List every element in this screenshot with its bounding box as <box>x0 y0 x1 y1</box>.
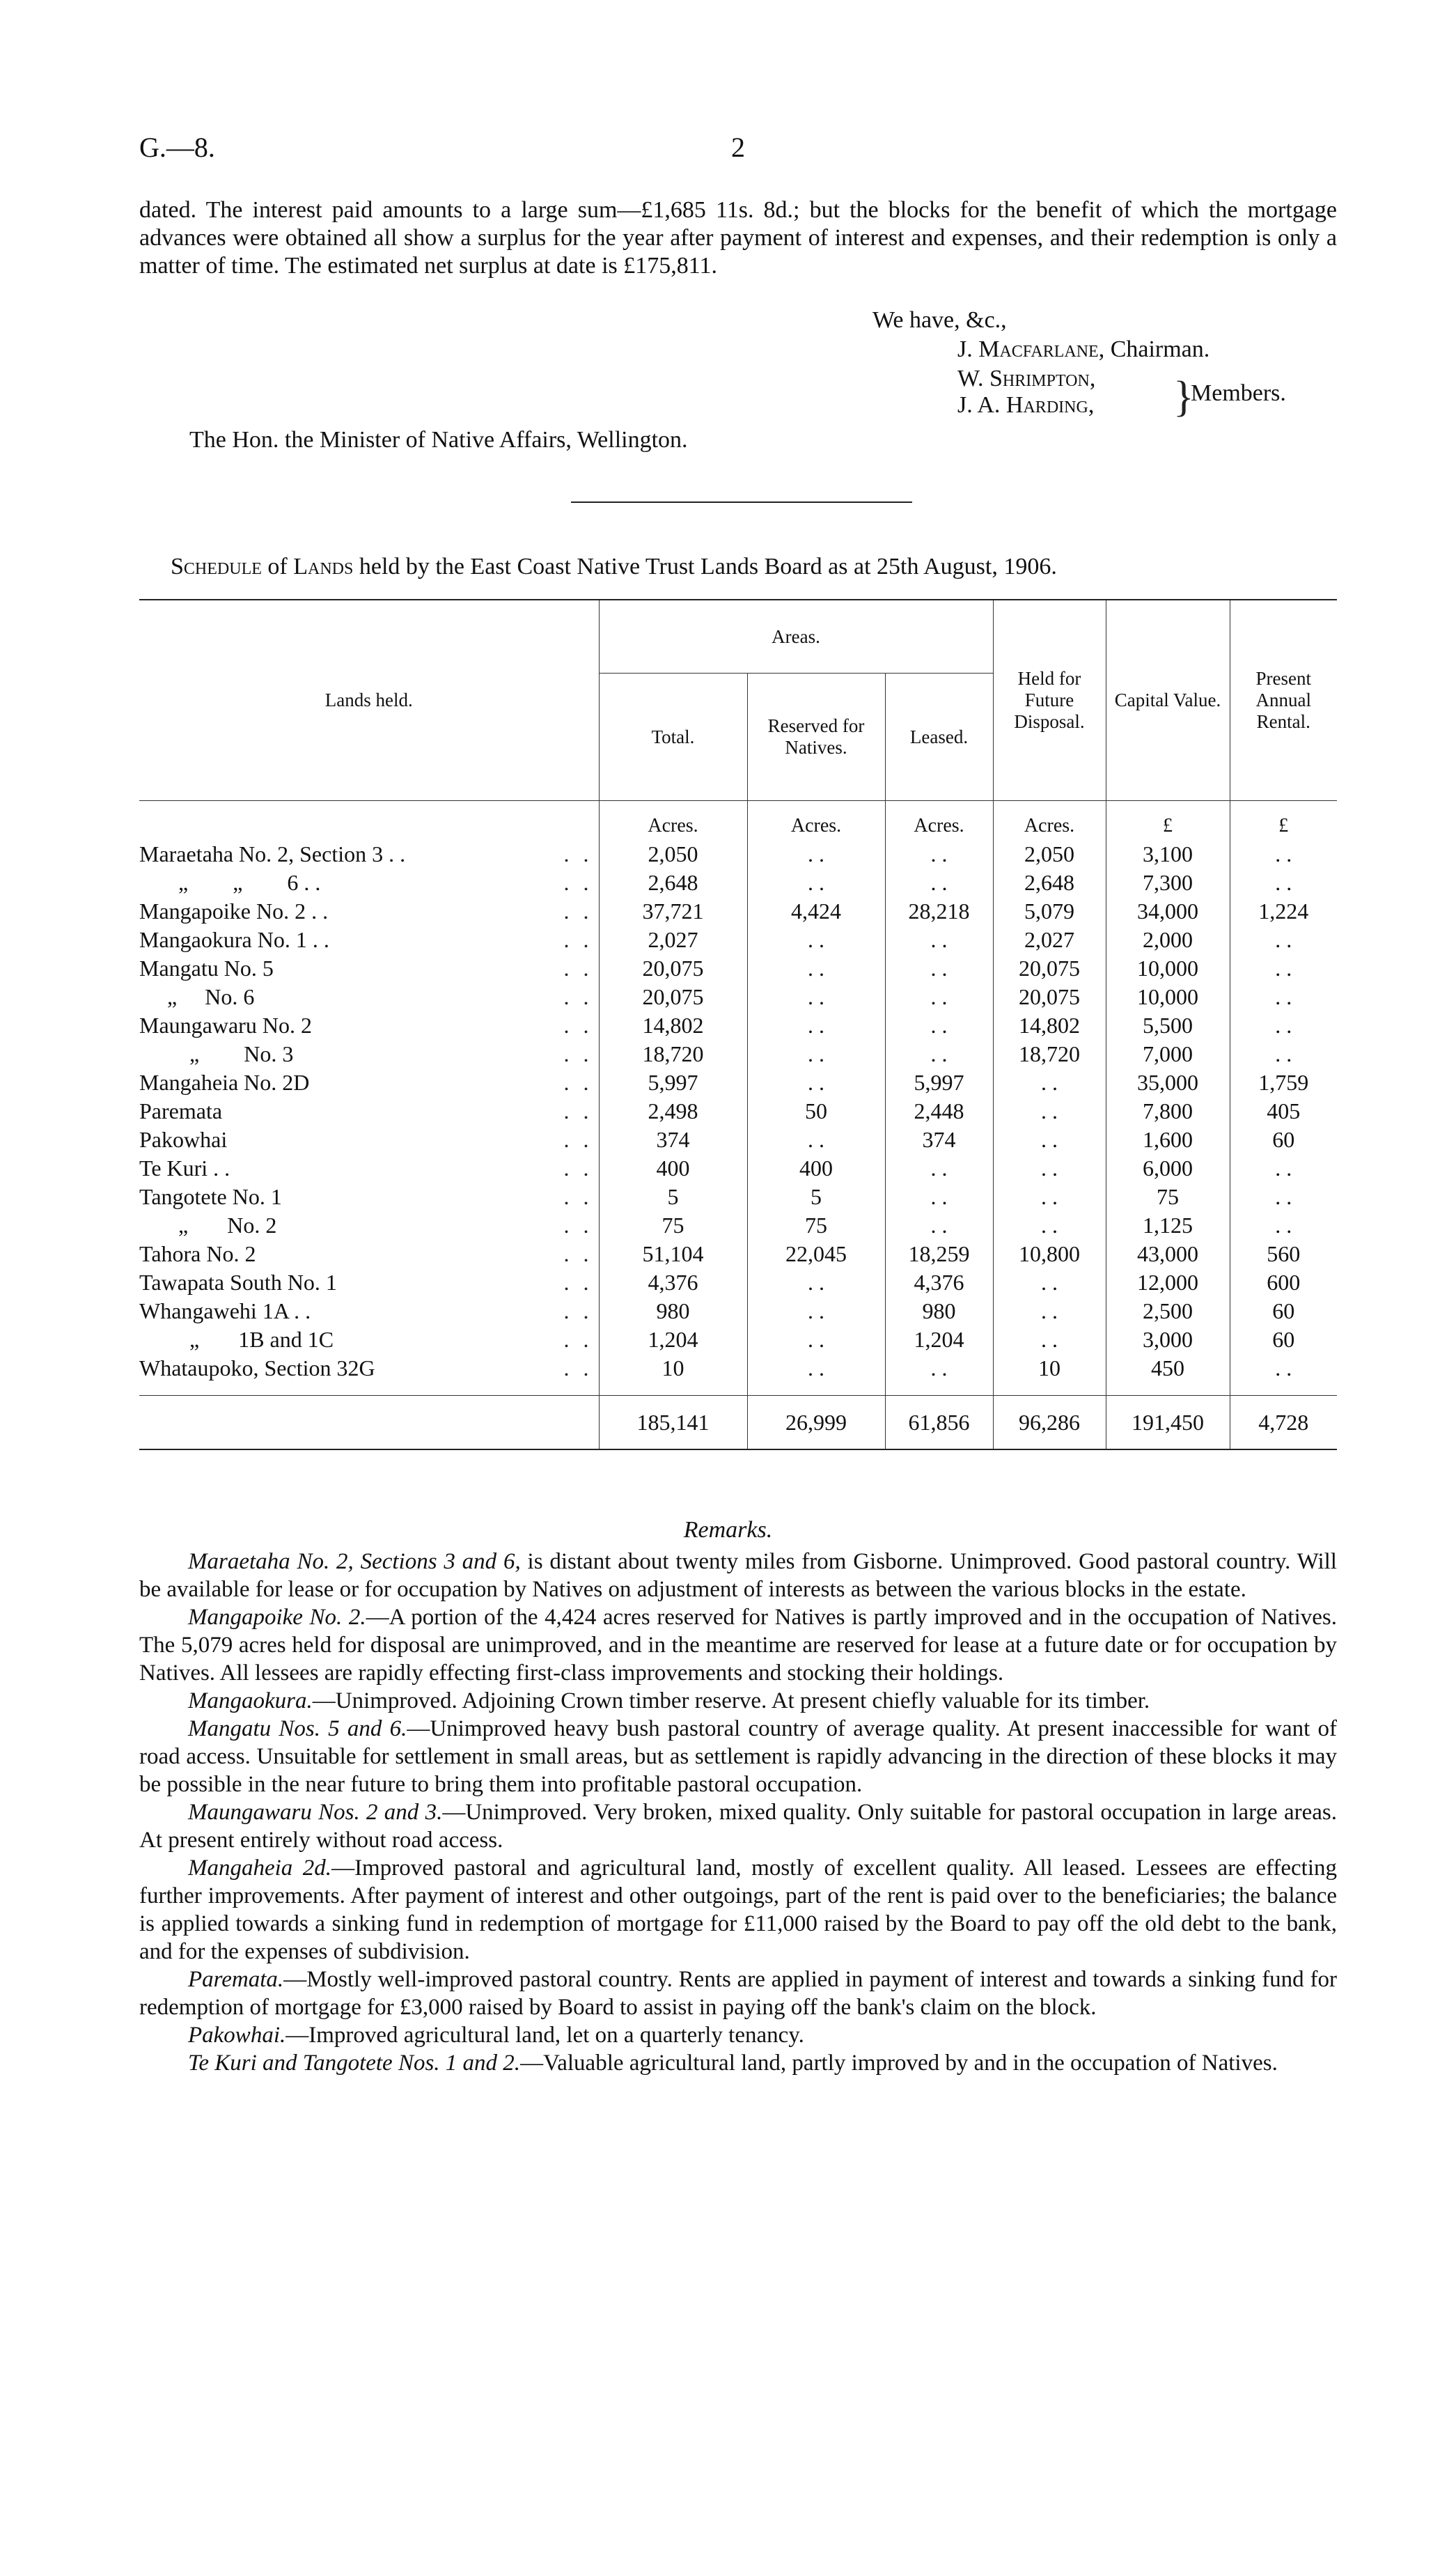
leader-dots: . . <box>563 870 593 895</box>
remarks-title: Remarks. <box>683 1517 773 1543</box>
page-header <box>139 131 1337 173</box>
land-name-cell <box>139 1126 599 1154</box>
leader-dots: . . <box>563 1041 593 1066</box>
land-name-cell <box>139 897 599 926</box>
cell-total: 37,721 <box>599 897 747 926</box>
land-name-cell <box>139 1211 599 1240</box>
cell-capital: 2,500 <box>1106 1297 1230 1325</box>
cell-held: 20,075 <box>993 983 1106 1011</box>
table-row <box>139 954 1337 983</box>
cell-rental: 60 <box>1230 1325 1337 1354</box>
caption-rest: held by the East Coast Native Trust Lands Board as at 25th August, 1906. <box>359 554 1057 579</box>
table-row <box>139 869 1337 897</box>
remark-paragraph <box>139 1548 1337 1603</box>
cell-capital: 2,000 <box>1106 926 1230 954</box>
land-name: Mangapoike No. 2 . . <box>139 898 329 924</box>
cell-held: . . <box>993 1068 1106 1097</box>
cell-capital: 1,600 <box>1106 1126 1230 1154</box>
leader-dots: . . <box>563 1298 593 1323</box>
cell-leased: . . <box>885 954 993 983</box>
cell-total: 980 <box>599 1297 747 1325</box>
table-row <box>139 1097 1337 1126</box>
land-name-cell <box>139 926 599 954</box>
cell-leased: . . <box>885 869 993 897</box>
land-name: Whataupoko, Section 32G <box>139 1355 375 1380</box>
remark-text: —Improved pastoral and agricultural land, mostly of excellent quality. All leased. Lessees are effecting further improvements. After payment of interest and other outgoings, part of the rent is paid over to the beneficiaries; the balance is applied towards a sinking fund in redemption of mortgage for £11,000 raised by the Board to pay off the old debt to the bank, and for the expenses of subdivision. <box>139 1856 1337 1964</box>
land-name-cell <box>139 1011 599 1040</box>
units-label <box>139 801 599 841</box>
table-row <box>139 1040 1337 1068</box>
cell-held: . . <box>993 1126 1106 1154</box>
cell-total: 4,376 <box>599 1268 747 1297</box>
cell-reserved: 4,424 <box>747 897 885 926</box>
land-name: Pakowhai <box>139 1127 228 1152</box>
header-total: Total. <box>599 674 747 801</box>
cell-held: 2,648 <box>993 869 1106 897</box>
cell-capital: 10,000 <box>1106 983 1230 1011</box>
schedule-body <box>139 801 1337 1450</box>
unit-reserved: Acres. <box>747 801 885 841</box>
spacer-cell <box>747 1383 885 1396</box>
cell-held: . . <box>993 1097 1106 1126</box>
remark-text: —A portion of the 4,424 acres reserved for Natives is partly improved and in the occupation of Natives. The 5,079 acres held for disposal are unimproved, and in the meantime are reserved for lease at a future date or for occupation by Natives. All lessees are rapidly effecting first-class improvements and stocking their holdings. <box>139 1605 1338 1686</box>
table-row <box>139 1154 1337 1183</box>
table-row <box>139 1297 1337 1325</box>
unit-rental: £ <box>1230 801 1337 841</box>
cell-leased: . . <box>885 840 993 869</box>
cell-leased: 980 <box>885 1297 993 1325</box>
remarks-section <box>139 1548 1337 2077</box>
cell-total: 2,027 <box>599 926 747 954</box>
member2-name: Harding <box>1005 392 1088 418</box>
cell-held: 10,800 <box>993 1240 1106 1268</box>
unit-capital: £ <box>1106 801 1230 841</box>
cell-capital: 450 <box>1106 1354 1230 1383</box>
land-name-cell <box>139 869 599 897</box>
cell-held: 20,075 <box>993 954 1106 983</box>
cell-leased: . . <box>885 1011 993 1040</box>
cell-reserved: . . <box>747 1325 885 1354</box>
addressee: The Hon. the Minister of Native Affairs, Wellington. <box>189 427 688 453</box>
remark-text: is distant about twenty miles from Gisborne. Unimproved. Good pastoral country. Will be available for lease or for occupation by Natives on adjustment of interests as between the various blocks in the estate. <box>139 1549 1337 1602</box>
land-name: Paremata <box>139 1098 223 1123</box>
leader-dots: . . <box>563 927 593 952</box>
remark-text: —Improved agricultural land, let on a quarterly tenancy. <box>285 2023 804 2048</box>
spacer-cell <box>1106 1383 1230 1396</box>
caption-word-2: Lands <box>293 554 354 579</box>
remark-text: —Mostly well-improved pastoral country. Rents are applied in payment of interest and towards a sinking fund for redemption of mortgage for £3,000 raised by Board to assist in paying off the bank's claim on the block. <box>139 1967 1337 2020</box>
cell-reserved: . . <box>747 954 885 983</box>
leader-dots: . . <box>563 1327 593 1352</box>
land-name: Te Kuri . . <box>139 1156 230 1181</box>
cell-leased: . . <box>885 1154 993 1183</box>
intro-paragraph: dated. The interest paid amounts to a large sum—£1,685 11s. 8d.; but the blocks for the benefit of which the mortgage advances were obtained all show a surplus for the year after payment of interest and expenses, and their redemption is only a matter of time. The estimated net surplus at date is £175,811. <box>139 197 1337 279</box>
leader-dots: . . <box>563 1270 593 1295</box>
land-name-cell <box>139 1325 599 1354</box>
spacer-cell <box>1230 1383 1337 1396</box>
schedule-caption <box>171 554 1057 580</box>
remark-paragraph <box>139 2021 1337 2049</box>
unit-leased: Acres. <box>885 801 993 841</box>
caption-of: of <box>267 554 288 579</box>
header-rental: Present Annual Rental. <box>1230 600 1337 801</box>
table-row <box>139 1011 1337 1040</box>
land-name: „ No. 2 <box>139 1213 277 1238</box>
cell-reserved: 5 <box>747 1183 885 1211</box>
land-name: Mangaheia No. 2D <box>139 1070 310 1095</box>
cell-total: 18,720 <box>599 1040 747 1068</box>
header-capital: Capital Value. <box>1106 600 1230 801</box>
remark-paragraph <box>139 1687 1337 1715</box>
land-name: Maungawaru No. 2 <box>139 1013 312 1038</box>
remark-paragraph <box>139 1715 1337 1798</box>
table-row <box>139 1268 1337 1297</box>
cell-held: 18,720 <box>993 1040 1106 1068</box>
remark-paragraph <box>139 1854 1337 1966</box>
total-capital: 191,450 <box>1106 1396 1230 1450</box>
table-row <box>139 1240 1337 1268</box>
leader-dots: . . <box>563 841 593 866</box>
unit-total: Acres. <box>599 801 747 841</box>
cell-reserved: . . <box>747 1297 885 1325</box>
spacer-cell <box>885 1383 993 1396</box>
land-name: „ No. 6 <box>139 984 255 1009</box>
land-name-cell <box>139 840 599 869</box>
cell-leased: . . <box>885 926 993 954</box>
cell-held: . . <box>993 1211 1106 1240</box>
remark-lead: Mangaheia 2d. <box>188 1856 332 1881</box>
remark-lead: Mangapoike No. 2. <box>188 1605 366 1630</box>
cell-rental: . . <box>1230 1040 1337 1068</box>
document-reference: G.—8. <box>139 132 215 163</box>
cell-total: 51,104 <box>599 1240 747 1268</box>
spacer-cell <box>993 1383 1106 1396</box>
cell-reserved: 22,045 <box>747 1240 885 1268</box>
remark-text: —Unimproved. Adjoining Crown timber reserve. At present chiefly valuable for its timber. <box>312 1688 1150 1713</box>
remark-lead: Maungawaru Nos. 2 and 3. <box>188 1800 443 1825</box>
land-name-cell <box>139 1154 599 1183</box>
cell-rental: . . <box>1230 1011 1337 1040</box>
cell-held: . . <box>993 1183 1106 1211</box>
remark-lead: Paremata. <box>188 1967 284 1992</box>
remark-lead: Maraetaha No. 2, Sections 3 and 6, <box>188 1549 521 1574</box>
header-reserved: Reserved for Natives. <box>747 674 885 801</box>
cell-held: . . <box>993 1154 1106 1183</box>
land-name: „ 1B and 1C <box>139 1327 334 1352</box>
cell-leased: . . <box>885 983 993 1011</box>
cell-total: 2,648 <box>599 869 747 897</box>
land-name-cell <box>139 1297 599 1325</box>
cell-total: 75 <box>599 1211 747 1240</box>
cell-held: . . <box>993 1325 1106 1354</box>
cell-capital: 7,000 <box>1106 1040 1230 1068</box>
signature-member-1 <box>957 365 1095 393</box>
land-name: Tangotete No. 1 <box>139 1184 282 1209</box>
leader-dots: . . <box>563 1184 593 1209</box>
cell-held: 2,050 <box>993 840 1106 869</box>
remark-lead: Mangaokura. <box>188 1688 313 1713</box>
header-leased: Leased. <box>885 674 993 801</box>
table-row <box>139 926 1337 954</box>
leader-dots: . . <box>563 1213 593 1238</box>
totals-row <box>139 1396 1337 1450</box>
land-name-cell <box>139 1240 599 1268</box>
cell-leased: 28,218 <box>885 897 993 926</box>
remark-lead: Te Kuri and Tangotete Nos. 1 and 2. <box>188 2051 521 2076</box>
remark-text: —Valuable agricultural land, partly improved by and in the occupation of Natives. <box>520 2051 1278 2076</box>
remark-paragraph <box>139 1603 1337 1687</box>
cell-reserved: . . <box>747 1268 885 1297</box>
signature-opening: We have, &c., <box>872 307 1007 333</box>
cell-total: 20,075 <box>599 954 747 983</box>
total-rental: 4,728 <box>1230 1396 1337 1450</box>
cell-reserved: 50 <box>747 1097 885 1126</box>
leader-dots: . . <box>563 1013 593 1038</box>
spacer-cell <box>139 1383 599 1396</box>
land-name: Tawapata South No. 1 <box>139 1270 337 1295</box>
chairman-title: , Chairman. <box>1098 336 1210 362</box>
cell-held: . . <box>993 1297 1106 1325</box>
land-name: Tahora No. 2 <box>139 1241 256 1266</box>
signature-chairman <box>957 336 1210 364</box>
cell-total: 2,050 <box>599 840 747 869</box>
table-row <box>139 1183 1337 1211</box>
cell-leased: 374 <box>885 1126 993 1154</box>
cell-rental: 405 <box>1230 1097 1337 1126</box>
cell-rental: 1,759 <box>1230 1068 1337 1097</box>
land-name-cell <box>139 1040 599 1068</box>
signature-member-2 <box>957 391 1094 419</box>
cell-rental: 60 <box>1230 1297 1337 1325</box>
land-name-cell <box>139 1068 599 1097</box>
cell-total: 5,997 <box>599 1068 747 1097</box>
header-held: Held for Future Disposal. <box>993 600 1106 801</box>
table-row <box>139 1354 1337 1383</box>
land-name: „ „ 6 . . <box>139 870 321 895</box>
cell-reserved: . . <box>747 1126 885 1154</box>
cell-leased: 1,204 <box>885 1325 993 1354</box>
cell-total: 2,498 <box>599 1097 747 1126</box>
remark-lead: Mangatu Nos. 5 and 6. <box>188 1716 407 1741</box>
totals-label <box>139 1396 599 1450</box>
cell-reserved: . . <box>747 983 885 1011</box>
cell-held: 10 <box>993 1354 1106 1383</box>
cell-capital: 5,500 <box>1106 1011 1230 1040</box>
remark-paragraph <box>139 1798 1337 1854</box>
cell-total: 20,075 <box>599 983 747 1011</box>
cell-capital: 7,300 <box>1106 869 1230 897</box>
land-name: Maraetaha No. 2, Section 3 . . <box>139 841 406 866</box>
cell-rental: . . <box>1230 983 1337 1011</box>
cell-total: 374 <box>599 1126 747 1154</box>
schedule-table <box>139 599 1337 1450</box>
land-name: „ No. 3 <box>139 1041 294 1066</box>
remark-paragraph <box>139 1966 1337 2021</box>
cell-reserved: . . <box>747 1354 885 1383</box>
member2-initial: J. A. <box>957 392 1001 418</box>
remark-text: —Unimproved. Very broken, mixed quality. Only suitable for pastoral occupation in large areas. At present entirely without road access. <box>139 1800 1337 1853</box>
land-name-cell <box>139 1268 599 1297</box>
cell-held: 2,027 <box>993 926 1106 954</box>
leader-dots: . . <box>563 1070 593 1095</box>
cell-rental: . . <box>1230 1154 1337 1183</box>
cell-capital: 10,000 <box>1106 954 1230 983</box>
cell-capital: 75 <box>1106 1183 1230 1211</box>
remark-lead: Pakowhai. <box>188 2023 286 2048</box>
cell-rental: 600 <box>1230 1268 1337 1297</box>
cell-held: 5,079 <box>993 897 1106 926</box>
cell-leased: . . <box>885 1211 993 1240</box>
member1-initial: W. <box>957 366 984 391</box>
cell-capital: 6,000 <box>1106 1154 1230 1183</box>
table-row <box>139 1325 1337 1354</box>
members-label: Members. <box>1191 380 1286 406</box>
cell-rental: 1,224 <box>1230 897 1337 926</box>
page-number: 2 <box>731 132 745 163</box>
land-name-cell <box>139 954 599 983</box>
leader-dots: . . <box>563 1098 593 1123</box>
leader-dots: . . <box>563 1127 593 1152</box>
header-lands-held: Lands held. <box>139 600 599 801</box>
cell-capital: 34,000 <box>1106 897 1230 926</box>
leader-dots: . . <box>563 1156 593 1181</box>
total-reserved: 26,999 <box>747 1396 885 1450</box>
cell-capital: 35,000 <box>1106 1068 1230 1097</box>
cell-reserved: 400 <box>747 1154 885 1183</box>
land-name-cell <box>139 1183 599 1211</box>
remark-text: —Unimproved heavy bush pastoral country of average quality. At present inaccessible for want of road access. Unsuitable for settlement in small areas, but as settlement is rapidly advancing in the direction of these blocks it may be possible in the near future to bring them into profitable pastoral occupation. <box>139 1716 1338 1797</box>
land-name: Mangatu No. 5 <box>139 956 274 981</box>
total-total: 185,141 <box>599 1396 747 1450</box>
table-row <box>139 983 1337 1011</box>
leader-dots: . . <box>563 898 593 924</box>
remark-paragraph <box>139 2049 1337 2077</box>
cell-rental: . . <box>1230 926 1337 954</box>
cell-rental: . . <box>1230 869 1337 897</box>
cell-capital: 12,000 <box>1106 1268 1230 1297</box>
cell-held: 14,802 <box>993 1011 1106 1040</box>
cell-leased: 5,997 <box>885 1068 993 1097</box>
cell-reserved: . . <box>747 1040 885 1068</box>
cell-leased: . . <box>885 1354 993 1383</box>
members-brace: } <box>1173 373 1194 421</box>
table-row <box>139 1211 1337 1240</box>
caption-word-1: Schedule <box>171 554 262 579</box>
units-row <box>139 801 1337 841</box>
cell-total: 14,802 <box>599 1011 747 1040</box>
cell-rental: . . <box>1230 1183 1337 1211</box>
cell-leased: . . <box>885 1040 993 1068</box>
land-name-cell <box>139 1097 599 1126</box>
cell-leased: 18,259 <box>885 1240 993 1268</box>
cell-total: 5 <box>599 1183 747 1211</box>
chairman-initial: J. <box>957 336 973 362</box>
cell-total: 400 <box>599 1154 747 1183</box>
total-held: 96,286 <box>993 1396 1106 1450</box>
table-row <box>139 1068 1337 1097</box>
land-name-cell <box>139 1354 599 1383</box>
cell-leased: . . <box>885 1183 993 1211</box>
cell-rental: 560 <box>1230 1240 1337 1268</box>
cell-rental: . . <box>1230 954 1337 983</box>
leader-dots: . . <box>563 1241 593 1266</box>
cell-reserved: . . <box>747 926 885 954</box>
cell-reserved: . . <box>747 869 885 897</box>
cell-leased: 2,448 <box>885 1097 993 1126</box>
cell-rental: . . <box>1230 1354 1337 1383</box>
land-name: Mangaokura No. 1 . . <box>139 927 329 952</box>
cell-total: 10 <box>599 1354 747 1383</box>
cell-held: . . <box>993 1268 1106 1297</box>
cell-rental: 60 <box>1230 1126 1337 1154</box>
header-areas: Areas. <box>599 600 993 674</box>
cell-capital: 3,000 <box>1106 1325 1230 1354</box>
cell-capital: 7,800 <box>1106 1097 1230 1126</box>
cell-total: 1,204 <box>599 1325 747 1354</box>
table-row <box>139 1126 1337 1154</box>
cell-capital: 3,100 <box>1106 840 1230 869</box>
table-row <box>139 840 1337 869</box>
leader-dots: . . <box>563 984 593 1009</box>
unit-held: Acres. <box>993 801 1106 841</box>
cell-capital: 1,125 <box>1106 1211 1230 1240</box>
leader-dots: . . <box>563 956 593 981</box>
cell-reserved: . . <box>747 840 885 869</box>
member1-separator: , <box>1089 366 1096 391</box>
member1-name: Shrimpton <box>989 366 1090 391</box>
spacer-cell <box>599 1383 747 1396</box>
spacer-row <box>139 1383 1337 1396</box>
table-row <box>139 897 1337 926</box>
chairman-name: Macfarlane <box>978 336 1099 362</box>
cell-rental: . . <box>1230 840 1337 869</box>
land-name-cell <box>139 983 599 1011</box>
member2-separator: , <box>1088 392 1095 418</box>
section-divider <box>571 501 912 503</box>
cell-capital: 43,000 <box>1106 1240 1230 1268</box>
cell-reserved: . . <box>747 1011 885 1040</box>
cell-reserved: 75 <box>747 1211 885 1240</box>
land-name: Whangawehi 1A . . <box>139 1298 311 1323</box>
cell-rental: . . <box>1230 1211 1337 1240</box>
leader-dots: . . <box>563 1355 593 1380</box>
total-leased: 61,856 <box>885 1396 993 1450</box>
cell-reserved: . . <box>747 1068 885 1097</box>
cell-leased: 4,376 <box>885 1268 993 1297</box>
